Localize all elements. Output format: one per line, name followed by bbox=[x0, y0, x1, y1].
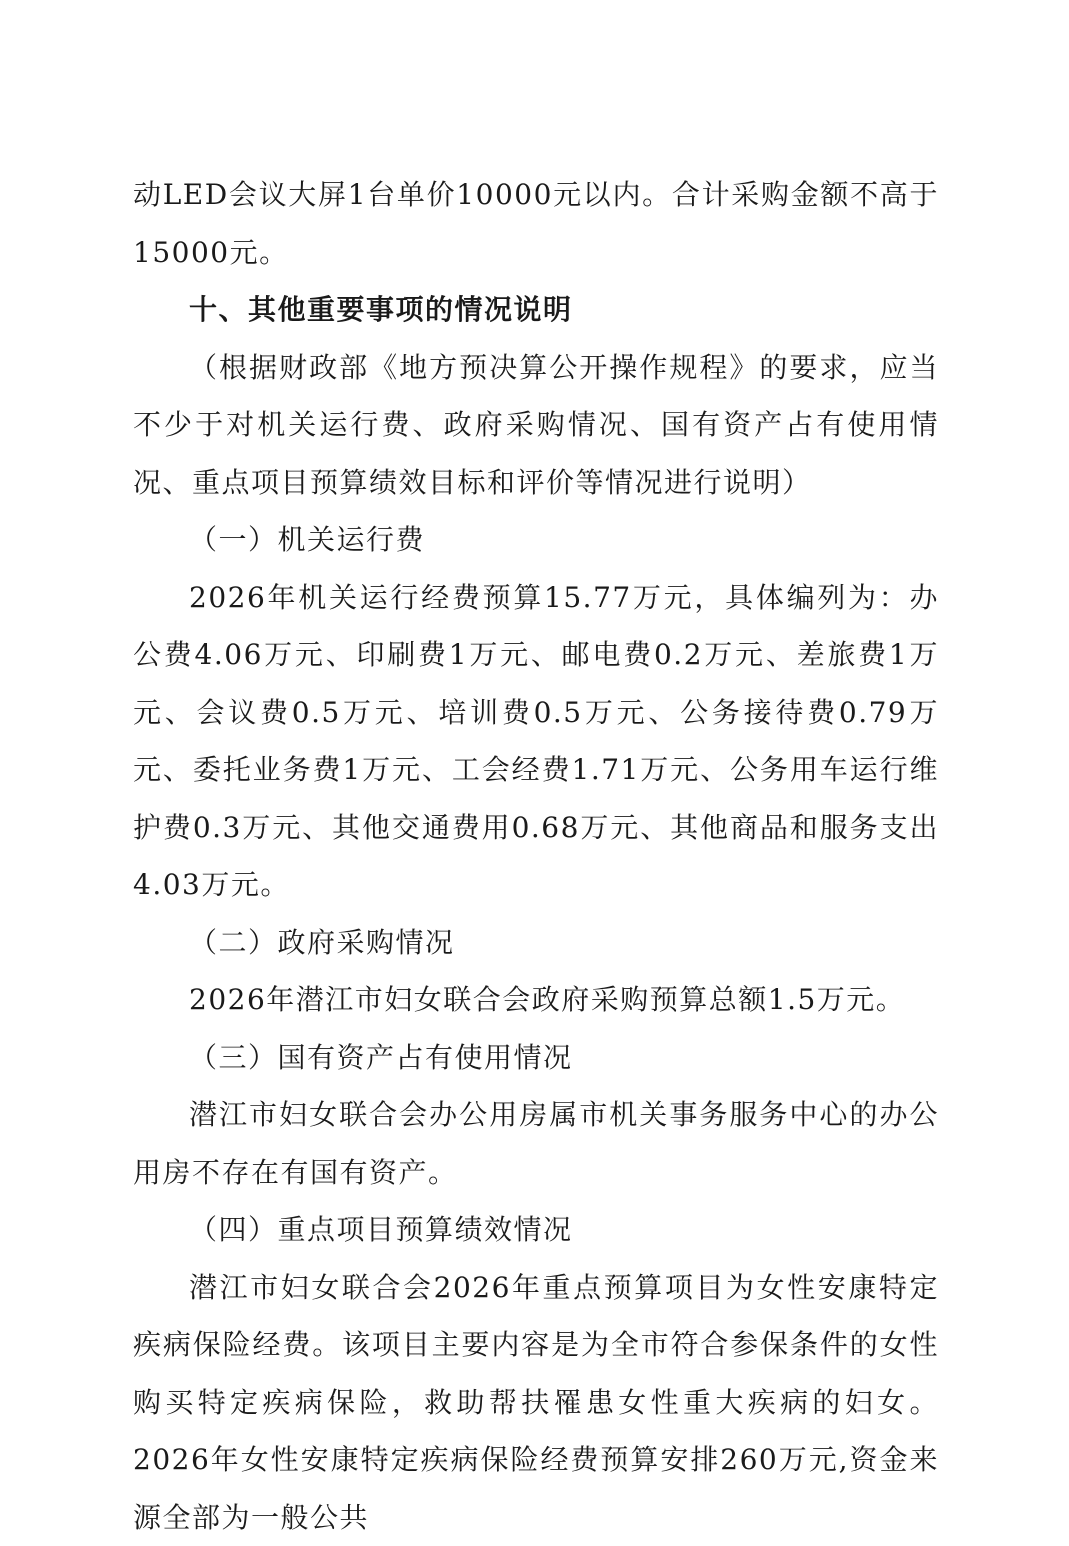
subheading-state-assets: （三）国有资产占有使用情况 bbox=[133, 1029, 939, 1087]
subheading-operating-costs: （一）机关运行费 bbox=[133, 511, 939, 569]
subheading-government-procurement: （二）政府采购情况 bbox=[133, 914, 939, 972]
paragraph-key-project-performance: 潜江市妇女联合会2026年重点预算项目为女性安康特定疾病保险经费。该项目主要内容是为全市符合参保条件的女性购买特定疾病保险，救助帮扶罹患女性重大疾病的妇女。2026年女性安康特定疾病保险经费预算安排260万元,资金来源全部为一般公共 bbox=[133, 1259, 939, 1546]
paragraph-state-assets: 潜江市妇女联合会办公用房属市机关事务服务中心的办公用房不存在有国有资产。 bbox=[133, 1086, 939, 1201]
paragraph-led-procurement: 动LED会议大屏1台单价10000元以内。合计采购金额不高于15000元。 bbox=[133, 166, 939, 281]
paragraph-requirements-note: （根据财政部《地方预决算公开操作规程》的要求，应当不少于对机关运行费、政府采购情况、国有资产占有使用情况、重点项目预算绩效目标和评价等情况进行说明） bbox=[133, 339, 939, 512]
section-heading-other-matters: 十、其他重要事项的情况说明 bbox=[133, 281, 939, 339]
paragraph-operating-costs: 2026年机关运行经费预算15.77万元，具体编列为：办公费4.06万元、印刷费1万元、邮电费0.2万元、差旅费1万元、会议费0.5万元、培训费0.5万元、公务接待费0.79万元、委托业务费1万元、工会经费1.71万元、公务用车运行维护费0.3万元、其他交通费用0.68万元、其他商品和服务支出4.03万元。 bbox=[133, 569, 939, 914]
subheading-key-project-performance: （四）重点项目预算绩效情况 bbox=[133, 1201, 939, 1259]
document-body bbox=[133, 166, 939, 1546]
paragraph-government-procurement: 2026年潜江市妇女联合会政府采购预算总额1.5万元。 bbox=[133, 971, 939, 1029]
